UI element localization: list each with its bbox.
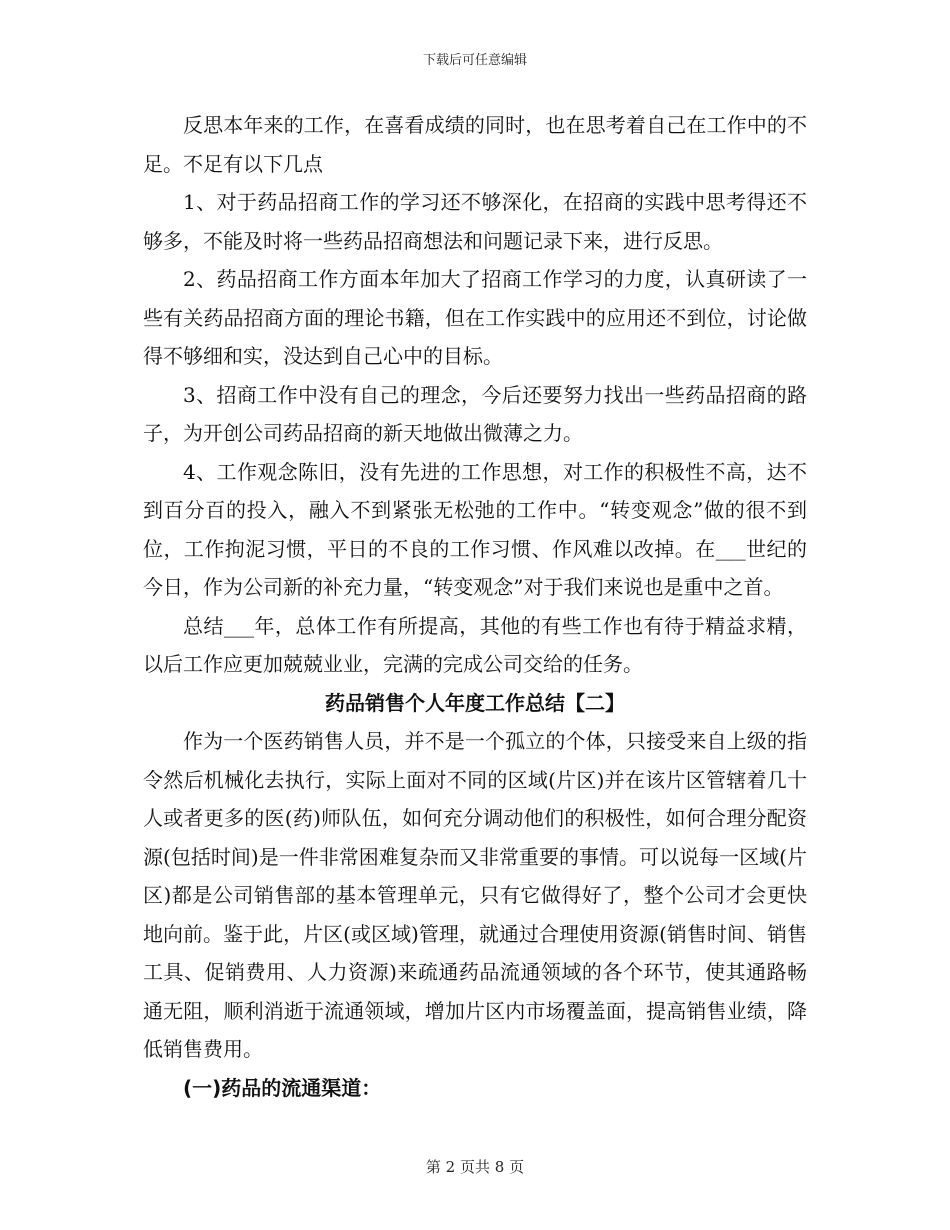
paragraph: 总结___年，总体工作有所提高，其他的有些工作也有待于精益求精，以后工作应更加兢兢业业，完满的完成公司交给的任务。 bbox=[143, 613, 807, 676]
subheading: (一)药品的流通渠道： bbox=[183, 1075, 382, 1100]
page-footer: 第 2 页共 8 页 bbox=[425, 1158, 525, 1176]
document-body bbox=[143, 106, 807, 1107]
page-header: 下载后可任意编辑 bbox=[422, 53, 527, 68]
paragraph: 作为一个医药销售人员，并不是一个孤立的个体，只接受来自上级的指令然后机械化去执行，实际上面对不同的区域(片区)并在该片区管辖着几十人或者更多的医(药)师队伍，如何充分调动他们的积极性，如何合理分配资源(包括时间)是一件非常困难复杂而又非常重要的事情。可以说每一区域(片区)都是公司销售部的基本管理单元，只有它做得好了，整个公司才会更快地向前。鉴于此，片区(或区域)管理，就通过合理使用资源(销售时间、销售工具、促销费用、人力资源)来疏通药品流通领域的各个环节，使其通路畅通无阻，顺利消逝于流通领域，增加片区内市场覆盖面，提高销售业绩，降低销售费用。 bbox=[143, 729, 807, 1061]
paragraph: 4、工作观念陈旧，没有先进的工作思想，对工作的积极性不高，达不到百分百的投入，融入不到紧张无松弛的工作中。“转变观念”做的很不到位，工作拘泥习惯，平日的不良的工作习惯、作风难以改掉。在___世纪的今日，作为公司新的补充力量，“转变观念”对于我们来说也是重中之首。 bbox=[143, 459, 807, 599]
paragraph: 1、对于药品招商工作的学习还不够深化，在招商的实践中思考得还不够多，不能及时将一些药品招商想法和问题记录下来，进行反思。 bbox=[143, 190, 807, 253]
paragraph: 反思本年来的工作，在喜看成绩的同时，也在思考着自己在工作中的不足。不足有以下几点 bbox=[143, 113, 807, 176]
paragraph: 3、招商工作中没有自己的理念，今后还要努力找出一些药品招商的路子，为开创公司药品招商的新天地做出微薄之力。 bbox=[143, 382, 807, 445]
section-title: 药品销售个人年度工作总结【二】 bbox=[325, 690, 625, 715]
paragraph: 2、药品招商工作方面本年加大了招商工作学习的力度，认真研读了一些有关药品招商方面的理论书籍，但在工作实践中的应用还不到位，讨论做得不够细和实，没达到自己心中的目标。 bbox=[143, 267, 807, 368]
